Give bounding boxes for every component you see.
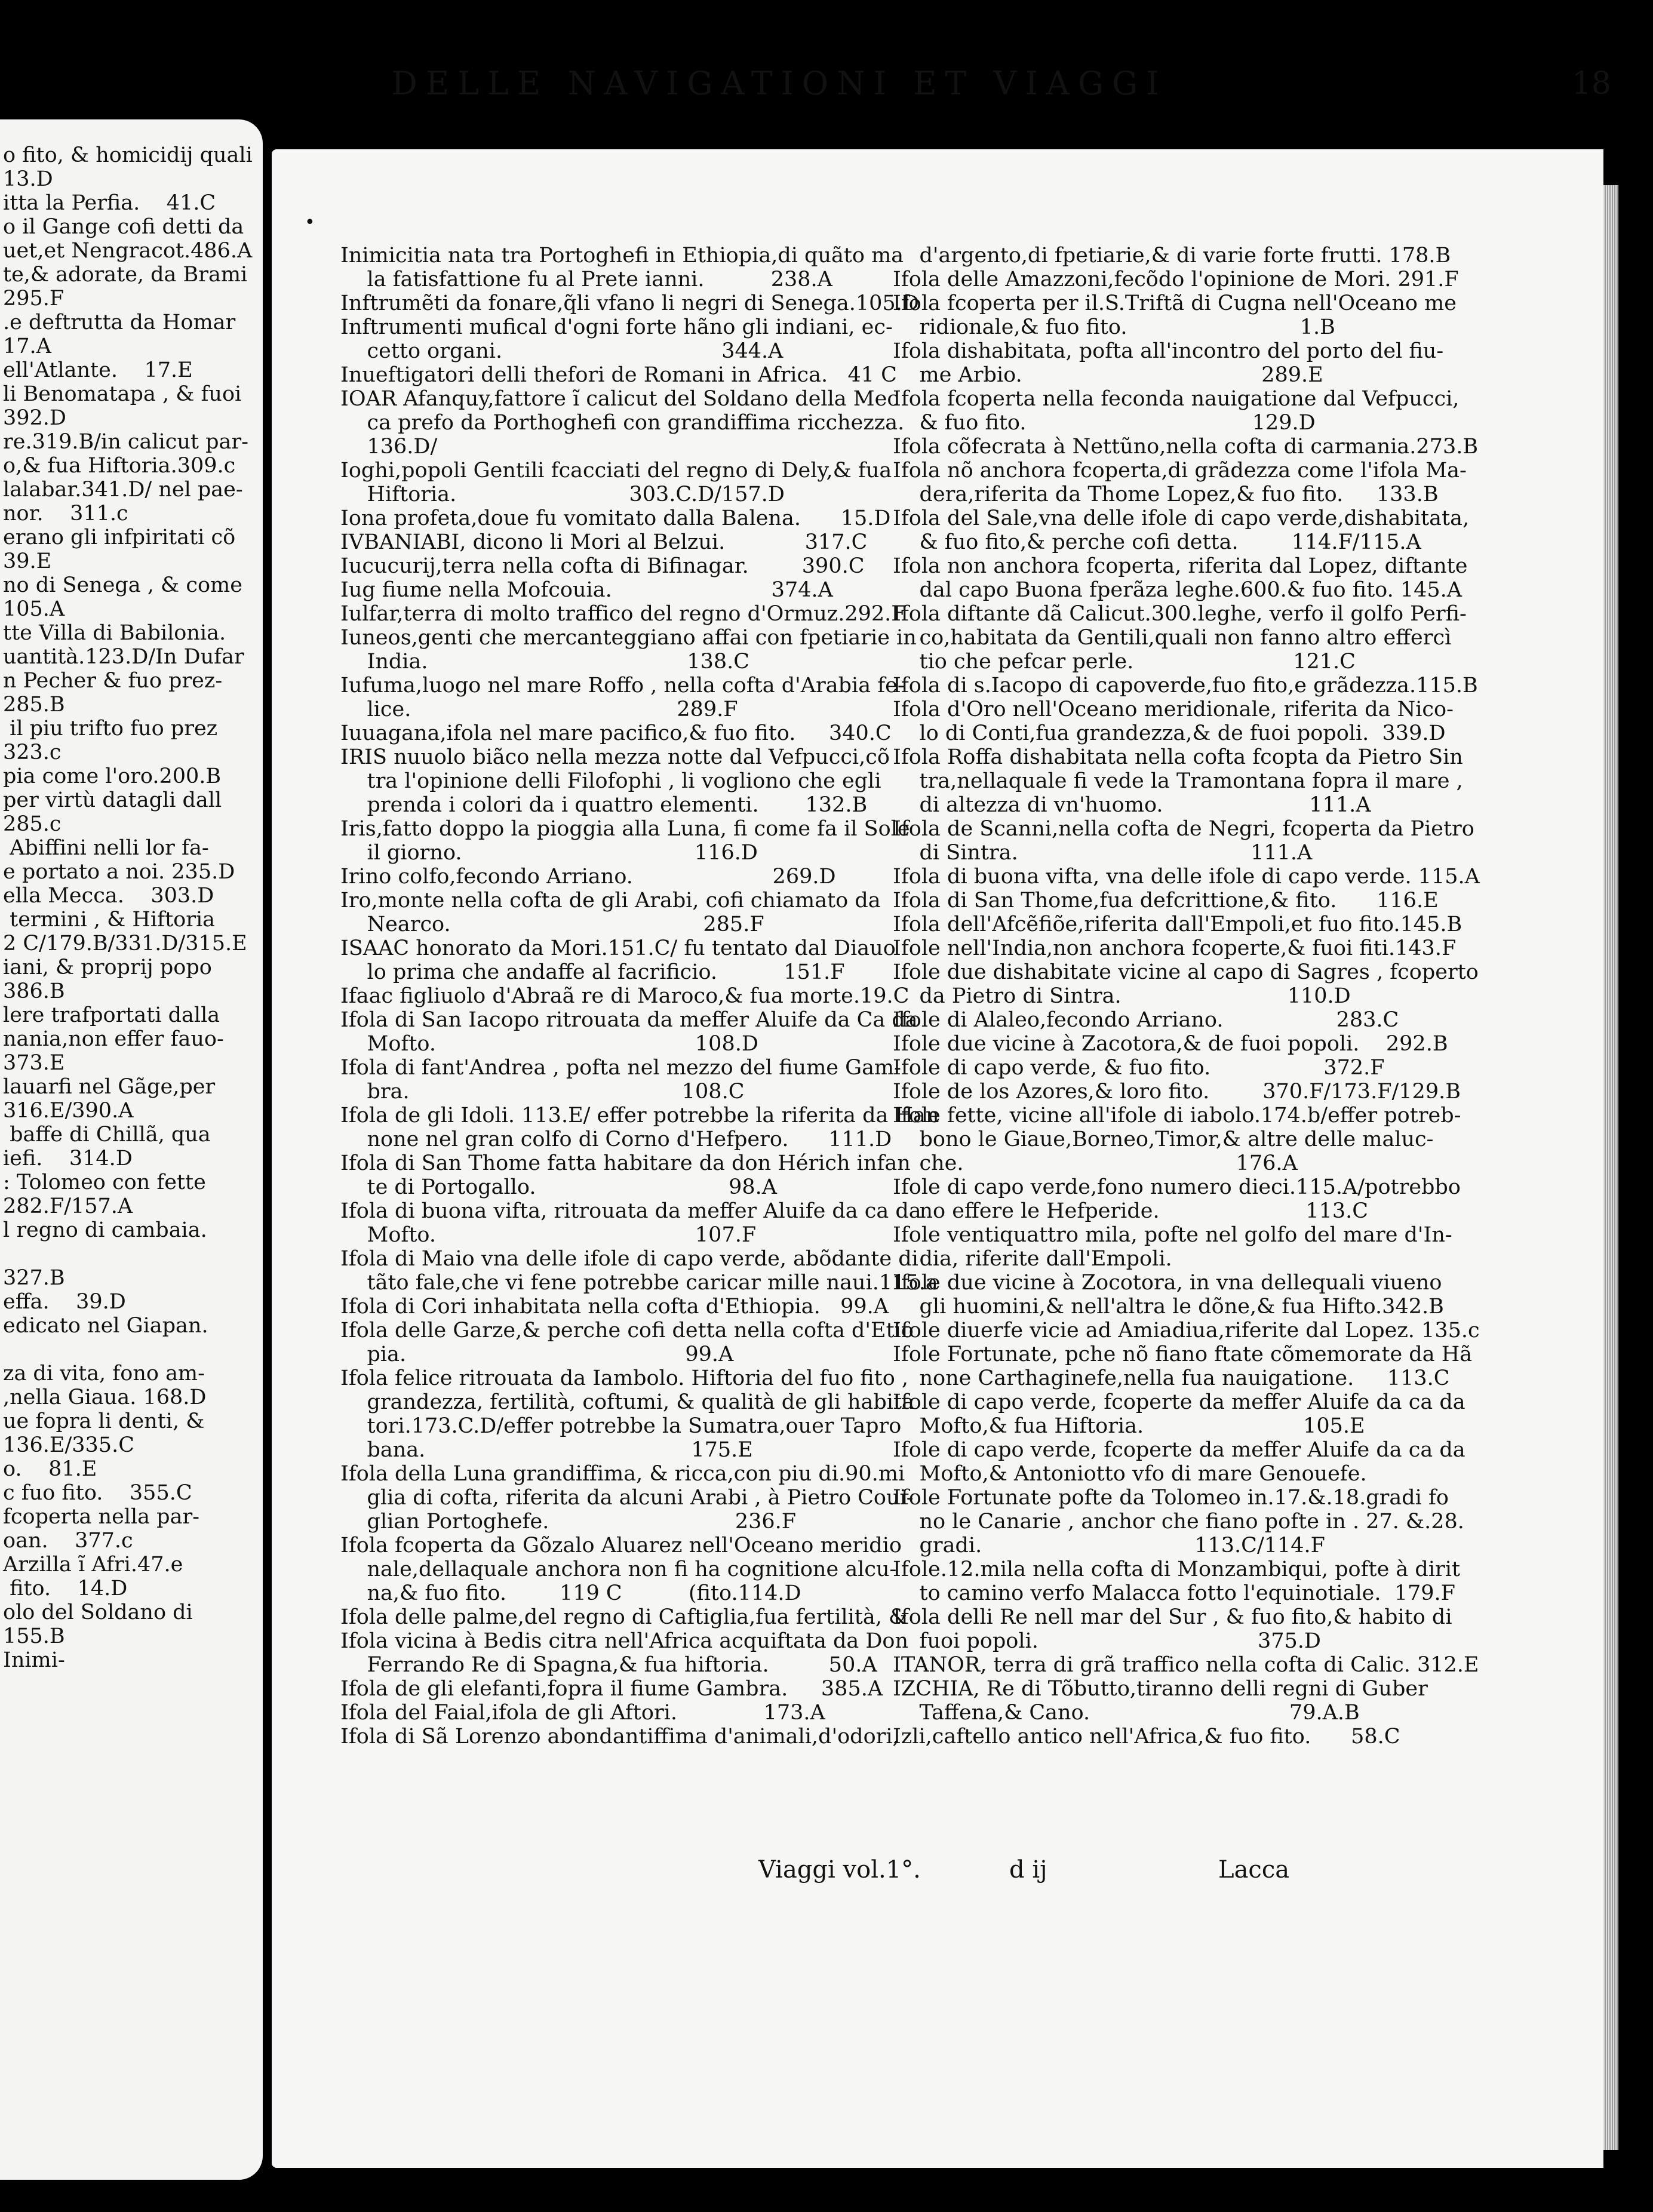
page-number: 18	[1571, 66, 1611, 102]
index-entry-line: lice. 289.F	[340, 698, 738, 721]
index-entry-line: Taffena,& Cano. 79.A.B	[893, 1701, 1360, 1725]
index-entry-line: 323.c	[3, 741, 62, 764]
index-entry-line: tori.173.C.D/effer potrebbe la Sumatra,ouer Tapro	[340, 1414, 902, 1438]
index-entry-line: IZCHIA, Re di Tõbutto,tiranno delli regni di Guber	[893, 1677, 1428, 1701]
index-entry-line: nale,dellaquale anchora non fi ha cognitione alcu-	[340, 1557, 897, 1581]
index-entry-line: edicato nel Giapan.	[3, 1314, 208, 1338]
signature-left: Viaggi vol.1°.	[758, 1856, 921, 1884]
index-entry-line: te,& adorate, da Brami	[3, 263, 248, 287]
index-entry-line: te di Portogallo. 98.A	[340, 1175, 778, 1199]
index-entry-line: olo del Soldano di	[3, 1600, 193, 1624]
index-entry-line: e portato a noi. 235.D	[3, 860, 235, 884]
index-entry-line: 285.B	[3, 693, 65, 717]
index-entry-line	[3, 1338, 260, 1362]
index-entry-line: gli huomini,& nell'altra le dõne,& fua Hifto.342.B	[893, 1295, 1444, 1319]
index-entry-line: 136.D/	[340, 435, 438, 459]
index-entry-line: uantità.123.D/In Dufar	[3, 645, 244, 669]
index-entry-line: o,& fua Hiftoria.309.c	[3, 454, 236, 478]
signature-mark: d ij	[1009, 1856, 1047, 1884]
index-entry-line: Izli,caftello antico nell'Africa,& fuo fito. 58.C	[893, 1725, 1400, 1749]
index-entry-line: Mofto,& Antoniotto vfo di mare Genouefe.	[893, 1462, 1367, 1486]
index-entry-line: ue fopra li denti, &	[3, 1409, 205, 1433]
index-entry-line: pia. 99.A	[340, 1342, 734, 1366]
index-entry-line: none nel gran colfo di Corno d'Hefpero. 111.D	[340, 1127, 892, 1151]
index-entry-line: Ifola delli Re nell mar del Sur , & fuo fito,& habito di	[893, 1605, 1452, 1629]
index-entry-line: Ifola del Faial,ifola de gli Aftori. 173.A	[340, 1701, 825, 1725]
index-entry-line: 17.A	[3, 334, 51, 358]
index-entry-line: bono le Giaue,Borneo,Timor,& altre delle maluc-	[893, 1127, 1434, 1151]
index-entry-line: che. 176.A	[893, 1151, 1298, 1175]
index-entry-line: : Tolomeo con fette	[3, 1170, 206, 1194]
index-entry-line: Ifola Roffa dishabitata nella cofta fcopta da Pietro Sin	[893, 745, 1463, 769]
index-entry-line: bra. 108.C	[340, 1080, 745, 1104]
index-entry-line: Ifola di San Thome fatta habitare da don Hérich infan	[340, 1151, 911, 1175]
index-entry-line: IVBANIABI, dicono li Mori al Belzui. 317.C	[340, 530, 868, 554]
index-entry-line: dal capo Buona fperãza leghe.600.& fuo fito. 145.A	[893, 578, 1462, 602]
index-entry-line: li Benomatapa , & fuoi	[3, 382, 242, 406]
index-entry-line: pia come l'oro.200.B	[3, 764, 222, 788]
index-entry-line: re.319.B/in calicut par-	[3, 430, 248, 454]
index-entry-line: Ifola di s.Iacopo di capoverde,fuo fito,e grãdezza.115.B	[893, 674, 1478, 698]
index-entry-line: ISAAC honorato da Mori.151.C/ fu tentato dal Diauo	[340, 936, 896, 960]
index-entry-line: lere trafportati dalla	[3, 1003, 220, 1027]
index-entry-line: o fito, & homicidij quali	[3, 143, 253, 167]
ornament-mark: •	[305, 212, 315, 233]
index-entry-line: Inimicitia nata tra Portoghefi in Ethiopia,di quãto ma	[340, 244, 904, 268]
index-entry-line: lo di Conti,fua grandezza,& de fuoi popoli. 339.D	[893, 721, 1446, 745]
index-entry-line: tãto fale,che vi fene potrebbe caricar mille naui.115.a	[340, 1271, 938, 1295]
index-entry-line: .e deftrutta da Homar	[3, 311, 236, 334]
index-entry-line: fcoperta nella par-	[3, 1505, 199, 1529]
index-entry-line: Ifola dishabitata, pofta all'incontro del porto del fiu-	[893, 339, 1444, 363]
index-entry-line: Ifola delle Amazzoni,fecõdo l'opinione de Mori. 291.F	[893, 268, 1459, 291]
index-entry-line: il piu trifto fuo prez	[3, 717, 218, 741]
index-entry-line: Mofto. 108.D	[340, 1032, 758, 1056]
index-entry-line: 295.F	[3, 287, 64, 311]
page-edge	[1603, 185, 1618, 2150]
index-entry-line: bana. 175.E	[340, 1438, 753, 1462]
index-entry-line: Ifole di capo verde, fcoperte da meffer Aluife da ca da	[893, 1390, 1465, 1414]
index-entry-line: Ifola di Sã Lorenzo abondantiffima d'animali,d'odori,	[340, 1725, 899, 1749]
index-entry-line: tte Villa di Babilonia.	[3, 621, 226, 645]
index-entry-line: Ifole ventiquattro mila, pofte nel golfo del mare d'In-	[893, 1223, 1452, 1247]
index-entry-line: ell'Atlante. 17.E	[3, 358, 193, 382]
index-entry-line: Iuneos,genti che mercanteggiano affai con fpetiarie in	[340, 626, 917, 650]
index-entry-line: tra l'opinione delli Filofophi , li vogliono che egli	[340, 769, 881, 793]
index-entry-line: za di vita, fono am-	[3, 1362, 205, 1385]
index-entry-line: & fuo fito. 129.D	[893, 411, 1316, 435]
index-entry-line: Mofto. 107.F	[340, 1223, 757, 1247]
index-entry-line: dera,riferita da Thome Lopez,& fuo fito. 133.B	[893, 483, 1439, 506]
index-entry-line: di Sintra. 111.A	[893, 841, 1313, 865]
index-entry-line: 282.F/157.A	[3, 1194, 133, 1218]
index-entry-line: 392.D	[3, 406, 66, 430]
running-head: DELLE NAVIGATIONI ET VIAGGI	[391, 64, 1167, 102]
index-entry-line: uet,et Nengracot.486.A	[3, 239, 253, 263]
index-entry-line: glian Portoghefe. 236.F	[340, 1510, 797, 1534]
index-entry-line: Nearco. 285.F	[340, 913, 764, 936]
index-entry-line: ,nella Giaua. 168.D	[3, 1385, 207, 1409]
index-entry-line: lo prima che andaffe al facrificio. 151.F	[340, 960, 845, 984]
index-entry-line: erano gli infpiritati cõ	[3, 526, 236, 549]
index-entry-line: no di Senega , & come	[3, 573, 242, 597]
index-entry-line: Ifola del Sale,vna delle ifole di capo verde,dishabitata,	[893, 506, 1470, 530]
index-entry-line: Irino colfo,fecondo Arriano. 269.D	[340, 865, 836, 889]
index-entry-line: Ifole di capo verde,fono numero dieci.115.A/potrebbo	[893, 1175, 1461, 1199]
index-entry-line: Ifola cõfecrata à Nettũno,nella cofta di carmania.273.B	[893, 435, 1479, 459]
index-entry-line: Hiftoria. 303.C.D/157.D	[340, 483, 785, 506]
index-entry-line: Iug fiume nella Mofcouia. 374.A	[340, 578, 833, 602]
index-entry-line: Ifole de los Azores,& loro fito. 370.F/173.F/129.B	[893, 1080, 1461, 1104]
index-entry-line: Ifole di Alaleo,fecondo Arriano. 283.C	[893, 1008, 1399, 1032]
index-entry-line: Ifola fcoperta per il.S.Triftã di Cugna nell'Oceano me	[893, 291, 1457, 315]
index-entry-line: Ifole Fortunate, pche nõ fiano ftate cõmemorate da Hã	[893, 1342, 1473, 1366]
index-entry-line: iani, & proprij popo	[3, 956, 212, 979]
index-entry-line: ca prefo da Porthoghefi con grandiffima ricchezza.	[340, 411, 905, 435]
index-entry-line: di altezza di vn'huomo. 111.A	[893, 793, 1371, 817]
index-entry-line: me Arbio. 289.E	[893, 363, 1323, 387]
index-entry-line: 327.B	[3, 1266, 65, 1290]
index-entry-line: Ifola non anchora fcoperta, riferita dal Lopez, diftante	[893, 554, 1468, 578]
index-entry-line: baffe di Chillã, qua	[3, 1123, 211, 1147]
index-entry-line: fito. 14.D	[3, 1577, 128, 1600]
index-entry-line: 285.c	[3, 812, 62, 836]
index-entry-line: gradi. 113.C/114.F	[893, 1534, 1325, 1557]
index-entry-line: glia di cofta, riferita da alcuni Arabi , à Pietro Coui-	[340, 1486, 914, 1510]
index-entry-line: 39.E	[3, 549, 52, 573]
index-entry-line: Ifola di buona vifta, ritrouata da meffer Aluife da ca da	[340, 1199, 921, 1223]
index-entry-line: Ifola della Luna grandiffima, & ricca,con piu di.90.mi	[340, 1462, 905, 1486]
index-entry-line: l regno di cambaia.	[3, 1218, 207, 1242]
index-entry-line: n Pecher & fuo prez-	[3, 669, 223, 693]
index-entry-line: Iris,fatto doppo la pioggia alla Luna, fi come fa il Sole	[340, 817, 910, 841]
index-entry-line: lalabar.341.D/ nel pae-	[3, 478, 243, 502]
index-entry-line: no le Canarie , anchor che fiano pofte in . 27. &.28.	[893, 1510, 1464, 1534]
index-entry-line: la fatisfattione fu al Prete ianni. 238.A	[340, 268, 832, 291]
index-entry-line: ITANOR, terra di grã traffico nella cofta di Calic. 312.E	[893, 1653, 1479, 1677]
index-entry-line: 136.E/335.C	[3, 1433, 134, 1457]
index-entry-line: Ifole fette, vicine all'ifole di iabolo.174.b/effer potreb-	[893, 1104, 1461, 1127]
index-entry-line: Inftrumenti mufical d'ogni forte hãno gli indiani, ec-	[340, 315, 893, 339]
index-entry-line: Inueftigatori delli thefori de Romani in Africa. 41 C	[340, 363, 897, 387]
index-entry-line: o. 81.E	[3, 1457, 97, 1481]
index-entry-line: Ifola di San Thome,fua defcrittione,& fito. 116.E	[893, 889, 1439, 913]
index-entry-line: Ifola fcoperta da Gõzalo Aluarez nell'Oceano meridio	[340, 1534, 902, 1557]
index-entry-line: Ifola di Maio vna delle ifole di capo verde, abõdante di	[340, 1247, 918, 1271]
index-entry-line: Ifola d'Oro nell'Oceano meridionale, riferita da Nico-	[893, 698, 1454, 721]
index-entry-line	[3, 119, 260, 143]
right-page	[272, 149, 1603, 2168]
index-entry-line: Mofto,& fua Hiftoria. 105.E	[893, 1414, 1365, 1438]
index-entry-line: nor. 311.c	[3, 502, 128, 526]
index-entry-line: Ifole due vicine à Zocotora, in vna dellequali viueno	[893, 1271, 1442, 1295]
index-entry-line: 2 C/179.B/331.D/315.E	[3, 932, 247, 956]
index-entry-line: Ifola nõ anchora fcoperta,di grãdezza come l'ifola Ma-	[893, 459, 1467, 483]
index-column-left	[340, 244, 938, 1749]
index-entry-line: da Pietro di Sintra. 110.D	[893, 984, 1351, 1008]
index-entry-line: Ifola de Scanni,nella cofta de Negri, fcoperta da Pietro	[893, 817, 1474, 841]
index-entry-line: tra,nellaquale fi vede la Tramontana fopra il mare ,	[893, 769, 1463, 793]
index-entry-line: Ifole di capo verde, fcoperte da meffer Aluife da ca da	[893, 1438, 1465, 1462]
index-entry-line: lauarfi nel Gãge,per	[3, 1075, 216, 1099]
index-entry-line: itta la Perfia. 41.C	[3, 191, 216, 215]
index-entry-line: effa. 39.D	[3, 1290, 126, 1314]
index-entry-line: IOAR Afanquy,fattore ĩ calicut del Soldano della Mec	[340, 387, 899, 411]
index-entry-line: Ifole due dishabitate vicine al capo di Sagres , fcoperto	[893, 960, 1479, 984]
index-entry-line: to camino verfo Malacca fotto l'equinotiale. 179.F	[893, 1581, 1455, 1605]
index-entry-line: Iro,monte nella cofta de gli Arabi, cofi chiamato da	[340, 889, 881, 913]
index-entry-line: Ifole di capo verde, & fuo fito. 372.F	[893, 1056, 1385, 1080]
index-entry-line: 316.E/390.A	[3, 1099, 134, 1123]
index-entry-line: Ifola di buona vifta, vna delle ifole di capo verde. 115.A	[893, 865, 1480, 889]
index-entry-line: ridionale,& fuo fito. 1.B	[893, 315, 1335, 339]
index-entry-line: Ferrando Re di Spagna,& fua hiftoria. 50.A	[340, 1653, 877, 1677]
index-entry-line: Ifola di Cori inhabitata nella cofta d'Ethiopia. 99.A	[340, 1295, 889, 1319]
index-entry-line: Ifola de gli Idoli. 113.E/ effer potrebbe la riferita da Han	[340, 1104, 939, 1127]
index-entry-line: Ifole.12.mila nella cofta di Monzambiqui, pofte à dirit	[893, 1557, 1461, 1581]
index-entry-line: Abiffini nelli lor fa-	[3, 836, 209, 860]
index-entry-line: IRIS nuuolo biãco nella mezza notte dal Vefpucci,cõ	[340, 745, 890, 769]
index-entry-line: Inimi-	[3, 1648, 65, 1672]
index-entry-line: 373.E	[3, 1051, 65, 1075]
index-entry-line: termini , & Hiftoria	[3, 908, 216, 932]
index-entry-line: Ifola di San Iacopo ritrouata da meffer Aluife da Ca da	[340, 1008, 918, 1032]
index-entry-line: Ifaac figliuolo d'Abraã re di Maroco,& fua morte.19.C	[340, 984, 910, 1008]
index-entry-line: India. 138.C	[340, 650, 750, 674]
index-entry-line: d'argento,di fpetiarie,& di varie forte frutti. 178.B	[893, 244, 1451, 268]
index-entry-line: prenda i colori da i quattro elementi. 132.B	[340, 793, 868, 817]
index-entry-line: & fuo fito,& perche cofi detta. 114.F/115.A	[893, 530, 1421, 554]
index-entry-line: Ifola felice ritrouata da Iambolo. Hiftoria del fuo fito ,	[340, 1366, 909, 1390]
index-entry-line: Ifola vicina à Bedis citra nell'Africa acquiftata da Don	[340, 1629, 909, 1653]
index-entry-line: iefi. 314.D	[3, 1147, 133, 1170]
index-entry-line: c fuo fito. 355.C	[3, 1481, 192, 1505]
index-entry-line: cetto organi. 344.A	[340, 339, 784, 363]
index-entry-line: ella Mecca. 303.D	[3, 884, 214, 908]
index-entry-line: o il Gange cofi detti da	[3, 215, 244, 239]
index-entry-line: grandezza, fertilità, coftumi, & qualità de gli habita	[340, 1390, 914, 1414]
index-entry-line: Iona profeta,doue fu vomitato dalla Balena. 15.D	[340, 506, 891, 530]
index-entry-line: Ifola dell'Afcẽfiõe,riferita dall'Empoli,et fuo fito.145.B	[893, 913, 1462, 936]
index-entry-line: co,habitata da Gentili,quali non fanno altro effercì	[893, 626, 1452, 650]
index-entry-line: Ifola fcoperta nella feconda nauigatione dal Vefpucci,	[893, 387, 1460, 411]
index-entry-line: Ifola di fant'Andrea , pofta nel mezzo del fiume Gam-	[340, 1056, 901, 1080]
index-entry-line	[3, 1242, 260, 1266]
index-entry-line: Iulfar,terra di molto traffico del regno d'Ormuz.292.F	[340, 602, 906, 626]
index-entry-line: Ifole nell'India,non anchora fcoperte,& fuoi fiti.143.F	[893, 936, 1457, 960]
index-entry-line: Ifola diftante dã Calicut.300.leghe, verfo il golfo Perfi-	[893, 602, 1467, 626]
index-entry-line: na,& fuo fito. 119 C (fito.114.D	[340, 1581, 801, 1605]
index-entry-line: 386.B	[3, 979, 65, 1003]
index-entry-line: Ifola delle palme,del regno di Caftiglia,fua fertilità, &	[340, 1605, 908, 1629]
index-entry-line: dia, riferite dall'Empoli.	[893, 1247, 1172, 1271]
index-entry-line: oan. 377.c	[3, 1529, 133, 1553]
index-entry-line: il giorno. 116.D	[340, 841, 758, 865]
index-entry-line: Ifola de gli elefanti,fopra il fiume Gambra. 385.A	[340, 1677, 883, 1701]
index-entry-line: no effere le Hefperide. 113.C	[893, 1199, 1369, 1223]
index-entry-line: fuoi popoli. 375.D	[893, 1629, 1321, 1653]
index-column-right	[893, 244, 1526, 1749]
index-entry-line: per virtù datagli dall	[3, 788, 222, 812]
index-entry-line: Inftrumẽti da fonare,q̃li vfano li negri di Senega.105.D	[340, 291, 919, 315]
index-entry-line: Ioghi,popoli Gentili fcacciati del regno di Dely,& fua	[340, 459, 892, 483]
index-entry-line: 13.D	[3, 167, 53, 191]
index-entry-line: Iuuagana,ifola nel mare pacifico,& fuo fito. 340.C	[340, 721, 892, 745]
index-entry-line: Ifole diuerfe vicie ad Amiadiua,riferite dal Lopez. 135.c	[893, 1319, 1480, 1342]
index-entry-line: tio che pefcar perle. 121.C	[893, 650, 1356, 674]
index-entry-line: 105.A	[3, 597, 65, 621]
catchword: Lacca	[1218, 1856, 1290, 1884]
index-entry-line: Iufuma,luogo nel mare Roffo , nella cofta d'Arabia fe-	[340, 674, 905, 698]
index-entry-line: nania,non effer fauo-	[3, 1027, 224, 1051]
index-entry-line: 155.B	[3, 1624, 65, 1648]
index-entry-line: none Carthaginefe,nella fua nauigatione. 113.C	[893, 1366, 1450, 1390]
index-entry-line: Ifole due vicine à Zacotora,& de fuoi popoli. 292.B	[893, 1032, 1448, 1056]
index-entry-line: Ifole Fortunate pofte da Tolomeo in.17.&.18.gradi fo	[893, 1486, 1449, 1510]
index-entry-line: Iucucurij,terra nella cofta di Bifinagar. 390.C	[340, 554, 865, 578]
index-entry-line: Arzilla ĩ Afri.47.e	[3, 1553, 183, 1577]
left-page-index-column	[3, 119, 260, 1672]
index-entry-line: Ifola delle Garze,& perche cofi detta nella cofta d'Etio	[340, 1319, 914, 1342]
